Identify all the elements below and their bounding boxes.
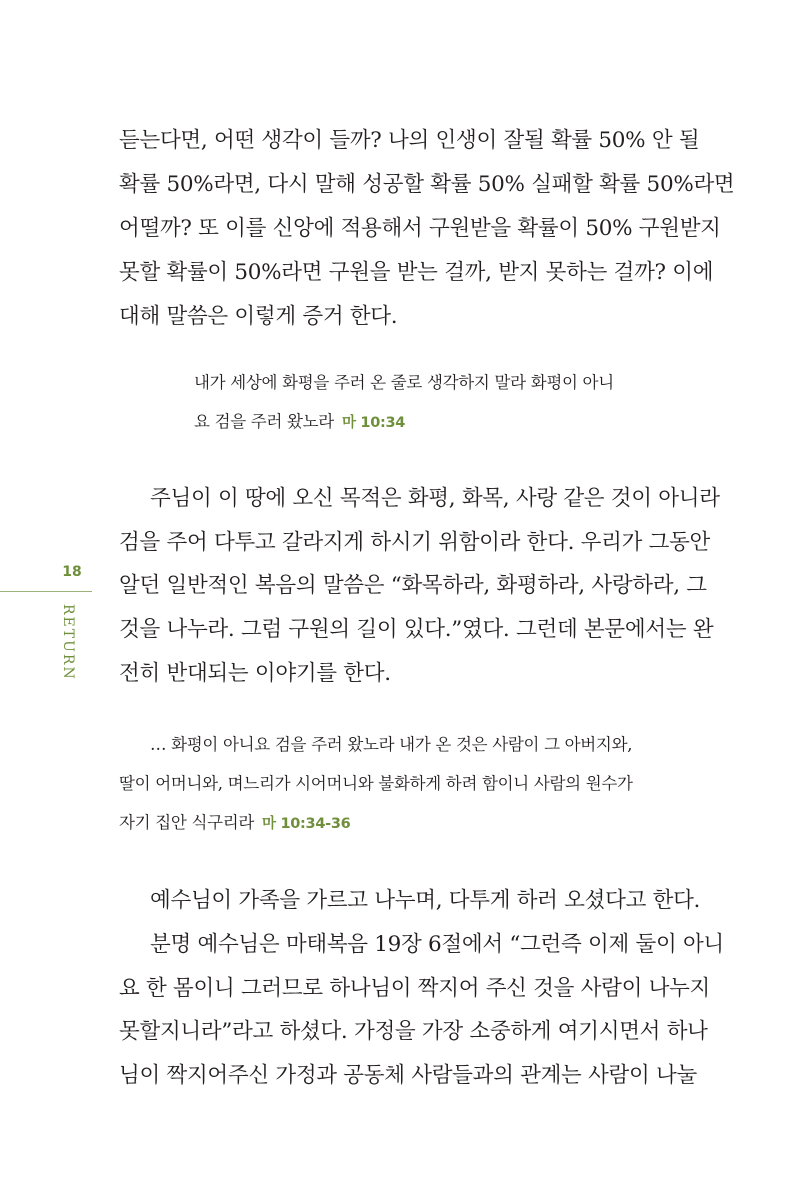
quote-line: 내가 세상에 화평을 주러 온 줄로 생각하지 말라 화평이 아니 — [194, 373, 614, 392]
body-line: 못할지니라”라고 하셨다. 가정을 가장 소중하게 여기시면서 하나 — [119, 1019, 708, 1044]
body-line: 듣는다면, 어떤 생각이 들까? 나의 인생이 잘될 확률 50% 안 될 — [119, 128, 700, 153]
body-line: 못할 확률이 50%라면 구원을 받는 걸까, 받지 못하는 걸까? 이에 — [119, 260, 714, 285]
body-line: 알던 일반적인 복음의 말씀은 “화목하라, 화평하라, 사랑하라, 그 — [119, 573, 707, 598]
body-line: 어떨까? 또 이를 신앙에 적용해서 구원받을 확률이 50% 구원받지 — [119, 216, 721, 241]
body-line: 예수님이 가족을 가르고 나누며, 다투게 하러 오셨다고 한다. — [150, 888, 701, 913]
quote-line: … 화평이 아니요 검을 주러 왔노라 내가 온 것은 사람이 그 아버지와, — [150, 735, 633, 754]
quote-line-text: 자기 집안 식구리라 — [119, 813, 255, 832]
margin-divider — [0, 591, 92, 592]
body-line: 님이 짝지어주신 가정과 공동체 사람들과의 관계는 사람이 나눌 — [119, 1063, 697, 1088]
body-line: 것을 나누라. 그럼 구원의 길이 있다.”였다. 그런데 본문에서는 완 — [119, 617, 714, 642]
quote-line — [194, 414, 405, 431]
body-line: 확률 50%라면, 다시 말해 성공할 확률 50% 실패할 확률 50%라면 — [119, 172, 735, 197]
body-line: 검을 주어 다투고 갈라지게 하시기 위함이라 한다. 우리가 그동안 — [119, 530, 711, 555]
quote-line — [119, 815, 350, 832]
quote-line: 딸이 어머니와, 며느리가 시어머니와 불화하게 하려 함이니 사람의 원수가 — [119, 774, 633, 793]
body-line: 대해 말씀은 이렇게 증거 한다. — [119, 304, 398, 329]
running-title: RETURN — [60, 604, 76, 681]
body-line: 전히 반대되는 이야기를 한다. — [119, 661, 391, 686]
body-line: 요 한 몸이니 그러므로 하나님이 짝지어 주신 것을 사람이 나누지 — [119, 976, 711, 1001]
scripture-reference: 마 10:34 — [341, 415, 406, 431]
body-line: 주님이 이 땅에 오신 목적은 화평, 화목, 사랑 같은 것이 아니라 — [150, 486, 720, 511]
scripture-reference: 마 10:34-36 — [262, 816, 351, 832]
body-line: 분명 예수님은 마태복음 19장 6절에서 “그런즉 이제 둘이 아니 — [150, 932, 724, 957]
quote-line-text: 요 검을 주러 왔노라 — [194, 412, 334, 431]
page-number: 18 — [62, 564, 82, 580]
